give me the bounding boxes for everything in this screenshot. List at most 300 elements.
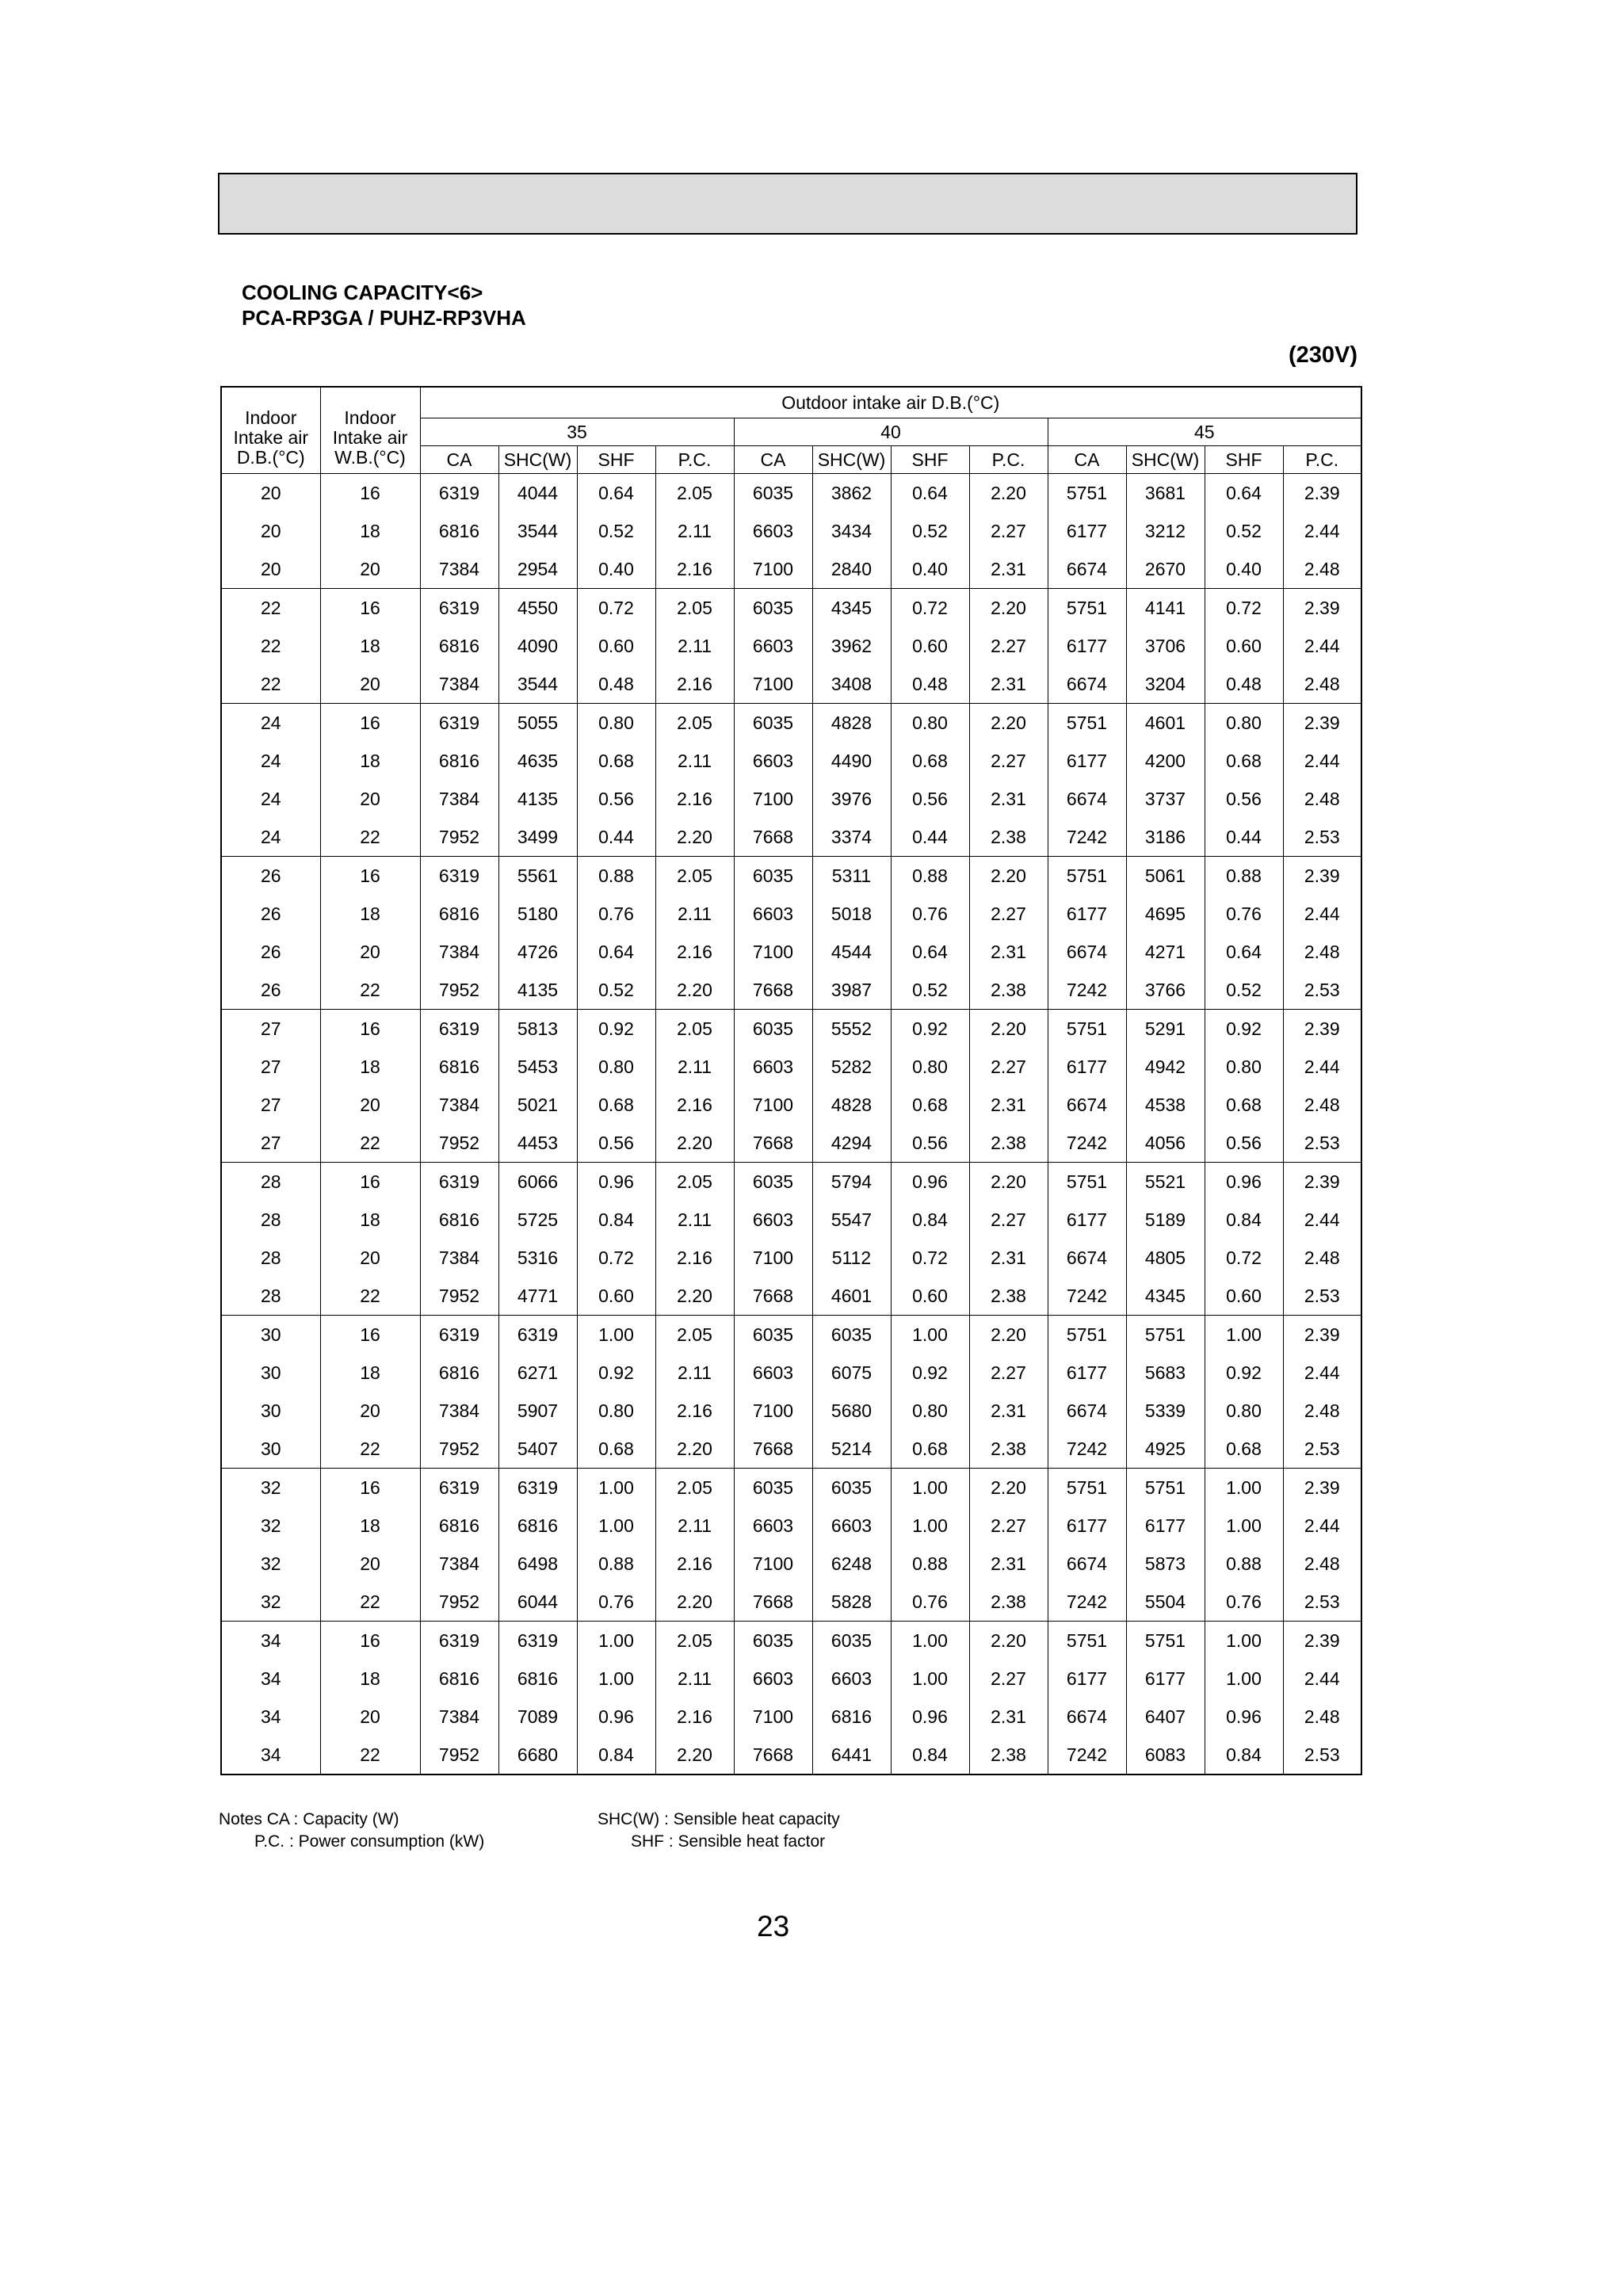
cell-indoor-db: 22 [221, 627, 320, 665]
cell-pc-40: 2.31 [969, 1086, 1048, 1124]
cell-pc-35: 2.16 [655, 1545, 734, 1583]
cell-pc-35: 2.05 [655, 1469, 734, 1507]
cell-shf-40: 0.52 [891, 971, 969, 1010]
cell-shf-45: 0.64 [1205, 474, 1283, 513]
cell-ca-40: 7100 [734, 1392, 812, 1430]
cell-pc-45: 2.44 [1283, 1660, 1361, 1698]
cell-indoor-wb: 22 [320, 818, 420, 857]
cell-pc-40: 2.38 [969, 1277, 1048, 1316]
cell-shf-35: 0.96 [577, 1698, 655, 1736]
cell-pc-35: 2.11 [655, 1354, 734, 1392]
cell-shc-40: 5828 [812, 1583, 891, 1622]
cell-shf-40: 0.92 [891, 1010, 969, 1049]
table-body [221, 474, 1361, 1775]
cell-pc-35: 2.11 [655, 742, 734, 780]
cell-ca-45: 6177 [1048, 1201, 1126, 1239]
cell-indoor-wb: 16 [320, 857, 420, 896]
cell-shf-35: 0.88 [577, 1545, 655, 1583]
cell-indoor-db: 24 [221, 818, 320, 857]
cell-pc-35: 2.05 [655, 474, 734, 513]
cell-shc-35: 6816 [498, 1507, 577, 1545]
cell-pc-40: 2.38 [969, 818, 1048, 857]
cell-pc-35: 2.05 [655, 1163, 734, 1201]
sub-header-pc: P.C. [655, 446, 734, 474]
cell-shf-35: 0.56 [577, 1124, 655, 1163]
cell-ca-45: 6177 [1048, 512, 1126, 550]
cell-ca-40: 7668 [734, 818, 812, 857]
cell-shc-40: 5311 [812, 857, 891, 896]
table-row [221, 1583, 1361, 1622]
table-row [221, 1545, 1361, 1583]
cell-shc-40: 4828 [812, 704, 891, 743]
table-row [221, 1698, 1361, 1736]
cell-indoor-wb: 18 [320, 512, 420, 550]
cell-pc-35: 2.11 [655, 1507, 734, 1545]
cell-shf-40: 1.00 [891, 1622, 969, 1660]
cell-ca-35: 6816 [420, 1354, 498, 1392]
cell-shc-40: 6035 [812, 1622, 891, 1660]
cell-pc-45: 2.44 [1283, 1507, 1361, 1545]
indoor-db-header: Indoor Intake air D.B.(°C) [221, 387, 320, 474]
cell-pc-40: 2.27 [969, 895, 1048, 933]
cell-indoor-db: 22 [221, 665, 320, 704]
table-header [221, 387, 1361, 474]
cell-shc-40: 5794 [812, 1163, 891, 1201]
cell-pc-40: 2.38 [969, 971, 1048, 1010]
cell-indoor-wb: 20 [320, 550, 420, 589]
cell-shf-35: 0.60 [577, 627, 655, 665]
cell-ca-45: 6177 [1048, 627, 1126, 665]
cell-pc-45: 2.44 [1283, 742, 1361, 780]
cell-shf-45: 0.48 [1205, 665, 1283, 704]
cell-shc-45: 3706 [1126, 627, 1205, 665]
cell-pc-45: 2.39 [1283, 1163, 1361, 1201]
cell-shc-40: 4294 [812, 1124, 891, 1163]
cell-pc-40: 2.20 [969, 857, 1048, 896]
cell-ca-45: 5751 [1048, 1622, 1126, 1660]
header-band [218, 173, 1357, 235]
cell-ca-35: 7952 [420, 1430, 498, 1469]
cell-shf-45: 0.52 [1205, 971, 1283, 1010]
cell-shc-45: 4942 [1126, 1048, 1205, 1086]
cell-shf-40: 0.96 [891, 1698, 969, 1736]
cell-pc-45: 2.53 [1283, 1277, 1361, 1316]
cell-shf-40: 0.80 [891, 1392, 969, 1430]
cell-pc-35: 2.05 [655, 1316, 734, 1354]
cell-indoor-db: 32 [221, 1469, 320, 1507]
table-row [221, 1163, 1361, 1201]
cell-shc-35: 4726 [498, 933, 577, 971]
sub-header-shc: SHC(W) [498, 446, 577, 474]
cell-ca-35: 7952 [420, 1583, 498, 1622]
cell-shf-45: 0.72 [1205, 589, 1283, 628]
cell-ca-45: 5751 [1048, 474, 1126, 513]
cell-shc-35: 6680 [498, 1736, 577, 1775]
cell-pc-35: 2.16 [655, 1239, 734, 1277]
table-row [221, 1124, 1361, 1163]
cell-indoor-wb: 20 [320, 1392, 420, 1430]
table-row [221, 971, 1361, 1010]
cell-ca-35: 6816 [420, 1660, 498, 1698]
cell-pc-40: 2.31 [969, 1239, 1048, 1277]
cell-pc-40: 2.31 [969, 550, 1048, 589]
cell-indoor-db: 32 [221, 1507, 320, 1545]
cell-shc-40: 4544 [812, 933, 891, 971]
cell-shc-35: 4135 [498, 971, 577, 1010]
cell-ca-45: 6177 [1048, 895, 1126, 933]
cell-indoor-db: 30 [221, 1392, 320, 1430]
cell-ca-45: 6177 [1048, 1354, 1126, 1392]
cell-shf-45: 1.00 [1205, 1622, 1283, 1660]
cell-shf-45: 0.92 [1205, 1010, 1283, 1049]
cell-pc-40: 2.38 [969, 1430, 1048, 1469]
cell-shf-35: 0.68 [577, 1430, 655, 1469]
cell-pc-35: 2.05 [655, 857, 734, 896]
cell-ca-40: 7100 [734, 1698, 812, 1736]
cell-indoor-db: 27 [221, 1010, 320, 1049]
cell-ca-35: 6319 [420, 589, 498, 628]
cell-shc-35: 4135 [498, 780, 577, 818]
cell-shc-35: 6816 [498, 1660, 577, 1698]
cell-indoor-wb: 16 [320, 1469, 420, 1507]
cell-shf-40: 0.44 [891, 818, 969, 857]
cell-pc-35: 2.16 [655, 1086, 734, 1124]
cell-shf-45: 0.84 [1205, 1201, 1283, 1239]
cell-shf-35: 0.76 [577, 895, 655, 933]
cell-ca-35: 6319 [420, 1010, 498, 1049]
cell-ca-45: 5751 [1048, 1010, 1126, 1049]
cell-shc-45: 6083 [1126, 1736, 1205, 1775]
cell-shf-45: 1.00 [1205, 1316, 1283, 1354]
cell-pc-40: 2.31 [969, 665, 1048, 704]
cell-shc-45: 4538 [1126, 1086, 1205, 1124]
table-row [221, 474, 1361, 513]
cell-shc-45: 3212 [1126, 512, 1205, 550]
cell-ca-40: 6603 [734, 1354, 812, 1392]
cell-pc-40: 2.20 [969, 1316, 1048, 1354]
cell-pc-40: 2.20 [969, 1622, 1048, 1660]
cell-pc-40: 2.27 [969, 627, 1048, 665]
cell-ca-35: 7952 [420, 1124, 498, 1163]
cell-shf-35: 1.00 [577, 1622, 655, 1660]
cell-shf-45: 0.68 [1205, 1086, 1283, 1124]
cell-shc-40: 5680 [812, 1392, 891, 1430]
cell-ca-45: 6177 [1048, 742, 1126, 780]
cell-pc-45: 2.44 [1283, 1048, 1361, 1086]
cell-shf-40: 0.64 [891, 933, 969, 971]
cell-shc-45: 5189 [1126, 1201, 1205, 1239]
cell-shc-45: 3204 [1126, 665, 1205, 704]
cell-indoor-wb: 20 [320, 933, 420, 971]
cell-pc-45: 2.48 [1283, 550, 1361, 589]
cell-indoor-db: 34 [221, 1698, 320, 1736]
cell-pc-35: 2.11 [655, 512, 734, 550]
cell-shc-45: 4345 [1126, 1277, 1205, 1316]
cell-ca-40: 6603 [734, 1201, 812, 1239]
cell-ca-45: 5751 [1048, 1316, 1126, 1354]
cell-pc-45: 2.39 [1283, 704, 1361, 743]
cell-pc-40: 2.27 [969, 1660, 1048, 1698]
table-row [221, 1392, 1361, 1430]
cell-shc-35: 5407 [498, 1430, 577, 1469]
cell-ca-45: 5751 [1048, 1469, 1126, 1507]
cell-shf-45: 0.80 [1205, 1048, 1283, 1086]
cell-pc-45: 2.48 [1283, 1086, 1361, 1124]
cell-shc-40: 6248 [812, 1545, 891, 1583]
cell-shf-45: 0.76 [1205, 1583, 1283, 1622]
cell-shc-40: 6441 [812, 1736, 891, 1775]
cell-ca-40: 6035 [734, 1316, 812, 1354]
cell-ca-40: 6603 [734, 895, 812, 933]
cell-pc-40: 2.27 [969, 742, 1048, 780]
cell-shc-45: 5521 [1126, 1163, 1205, 1201]
cell-pc-45: 2.39 [1283, 857, 1361, 896]
cell-ca-35: 6319 [420, 1316, 498, 1354]
cell-indoor-db: 32 [221, 1545, 320, 1583]
cell-shc-40: 6035 [812, 1469, 891, 1507]
cell-ca-40: 6603 [734, 1660, 812, 1698]
cell-ca-35: 6319 [420, 1622, 498, 1660]
table-row [221, 1201, 1361, 1239]
sub-header-shc: SHC(W) [1126, 446, 1205, 474]
cell-shf-40: 0.56 [891, 1124, 969, 1163]
cell-ca-45: 6674 [1048, 780, 1126, 818]
cell-shc-40: 3976 [812, 780, 891, 818]
cell-shc-35: 3544 [498, 512, 577, 550]
cell-ca-40: 6035 [734, 474, 812, 513]
cell-ca-40: 7100 [734, 1239, 812, 1277]
title-model: PCA-RP3GA / PUHZ-RP3VHA [242, 306, 526, 330]
cell-shc-45: 3681 [1126, 474, 1205, 513]
cell-ca-45: 6674 [1048, 1545, 1126, 1583]
cell-shc-45: 5339 [1126, 1392, 1205, 1430]
table-row [221, 933, 1361, 971]
cell-pc-35: 2.16 [655, 665, 734, 704]
cell-shc-45: 4805 [1126, 1239, 1205, 1277]
cell-indoor-db: 32 [221, 1583, 320, 1622]
cell-shf-35: 0.96 [577, 1163, 655, 1201]
cell-shf-40: 0.88 [891, 857, 969, 896]
cell-shc-35: 3544 [498, 665, 577, 704]
cell-indoor-db: 28 [221, 1201, 320, 1239]
notes [219, 1809, 1011, 1853]
cell-shf-40: 0.84 [891, 1736, 969, 1775]
cell-shf-45: 0.44 [1205, 818, 1283, 857]
cell-shf-45: 0.76 [1205, 895, 1283, 933]
cell-shf-45: 0.56 [1205, 1124, 1283, 1163]
cell-shf-35: 0.64 [577, 474, 655, 513]
sub-header-shf: SHF [577, 446, 655, 474]
cell-shc-35: 4044 [498, 474, 577, 513]
cell-ca-35: 7384 [420, 665, 498, 704]
cell-pc-40: 2.38 [969, 1124, 1048, 1163]
cell-shc-40: 3374 [812, 818, 891, 857]
cell-indoor-db: 34 [221, 1622, 320, 1660]
cell-indoor-wb: 16 [320, 1163, 420, 1201]
cell-shc-40: 3962 [812, 627, 891, 665]
table-row [221, 1048, 1361, 1086]
cell-pc-40: 2.20 [969, 589, 1048, 628]
cell-shc-45: 6407 [1126, 1698, 1205, 1736]
cell-ca-35: 6319 [420, 704, 498, 743]
cell-shc-45: 3766 [1126, 971, 1205, 1010]
cell-shf-40: 0.80 [891, 704, 969, 743]
cell-indoor-db: 27 [221, 1086, 320, 1124]
cell-ca-40: 7100 [734, 550, 812, 589]
cell-shc-40: 5214 [812, 1430, 891, 1469]
table-row [221, 1622, 1361, 1660]
cell-pc-40: 2.27 [969, 1507, 1048, 1545]
cell-shf-35: 0.72 [577, 1239, 655, 1277]
cell-shf-40: 0.76 [891, 895, 969, 933]
page-number: 23 [757, 1910, 790, 1943]
cell-indoor-wb: 20 [320, 1239, 420, 1277]
cooling-capacity-table [220, 386, 1362, 1775]
cell-indoor-wb: 16 [320, 1316, 420, 1354]
cell-shf-40: 0.76 [891, 1583, 969, 1622]
cell-ca-35: 6816 [420, 895, 498, 933]
note-pc: P.C. : Power consumption (kW) [254, 1832, 485, 1851]
cell-shc-40: 3862 [812, 474, 891, 513]
cell-pc-45: 2.48 [1283, 1392, 1361, 1430]
cell-shf-40: 0.68 [891, 1086, 969, 1124]
cell-shf-40: 0.68 [891, 742, 969, 780]
cell-pc-35: 2.20 [655, 1430, 734, 1469]
cell-pc-45: 2.48 [1283, 1698, 1361, 1736]
cell-indoor-db: 24 [221, 780, 320, 818]
cell-shf-35: 0.68 [577, 1086, 655, 1124]
cell-indoor-db: 30 [221, 1316, 320, 1354]
cell-shf-40: 1.00 [891, 1507, 969, 1545]
table-row [221, 1086, 1361, 1124]
cell-ca-40: 6603 [734, 1507, 812, 1545]
cell-indoor-wb: 22 [320, 1124, 420, 1163]
note-shc: SHC(W) : Sensible heat capacity [598, 1810, 840, 1828]
cell-shc-40: 5552 [812, 1010, 891, 1049]
cell-pc-35: 2.05 [655, 1622, 734, 1660]
cell-shf-45: 0.56 [1205, 780, 1283, 818]
cell-ca-35: 7384 [420, 1545, 498, 1583]
cell-shc-45: 6177 [1126, 1660, 1205, 1698]
cell-ca-45: 6177 [1048, 1660, 1126, 1698]
cell-shf-35: 0.52 [577, 971, 655, 1010]
cell-pc-35: 2.11 [655, 1201, 734, 1239]
cell-shc-35: 3499 [498, 818, 577, 857]
cell-ca-40: 7668 [734, 971, 812, 1010]
cell-pc-40: 2.31 [969, 1545, 1048, 1583]
cell-shc-45: 4601 [1126, 704, 1205, 743]
cell-shf-40: 1.00 [891, 1316, 969, 1354]
table-row [221, 1354, 1361, 1392]
cell-ca-35: 7384 [420, 1698, 498, 1736]
cell-shc-35: 2954 [498, 550, 577, 589]
cell-shc-45: 5504 [1126, 1583, 1205, 1622]
sub-header-ca: CA [734, 446, 812, 474]
cell-pc-35: 2.20 [655, 1124, 734, 1163]
cell-ca-40: 6035 [734, 1163, 812, 1201]
cell-indoor-wb: 18 [320, 1660, 420, 1698]
cell-ca-45: 6674 [1048, 1086, 1126, 1124]
cell-pc-45: 2.53 [1283, 1736, 1361, 1775]
cell-shf-45: 0.68 [1205, 742, 1283, 780]
cell-shc-40: 4601 [812, 1277, 891, 1316]
cell-shf-40: 0.80 [891, 1048, 969, 1086]
cell-shf-40: 0.88 [891, 1545, 969, 1583]
voltage-label: (230V) [1288, 342, 1357, 368]
cell-pc-35: 2.20 [655, 1277, 734, 1316]
cell-ca-45: 7242 [1048, 1124, 1126, 1163]
cell-ca-40: 7668 [734, 1736, 812, 1775]
cell-indoor-db: 24 [221, 704, 320, 743]
cell-indoor-wb: 16 [320, 704, 420, 743]
table-row [221, 550, 1361, 589]
cell-ca-35: 6816 [420, 742, 498, 780]
cell-ca-40: 7668 [734, 1583, 812, 1622]
cell-shf-35: 0.80 [577, 1048, 655, 1086]
cell-shc-45: 5873 [1126, 1545, 1205, 1583]
cell-ca-35: 6816 [420, 1048, 498, 1086]
cell-shc-40: 5282 [812, 1048, 891, 1086]
cell-shc-35: 5180 [498, 895, 577, 933]
cell-ca-35: 7952 [420, 818, 498, 857]
cell-shf-45: 0.88 [1205, 1545, 1283, 1583]
cell-ca-45: 6674 [1048, 550, 1126, 589]
cell-shc-35: 5316 [498, 1239, 577, 1277]
cell-shc-40: 6035 [812, 1316, 891, 1354]
cell-pc-45: 2.48 [1283, 933, 1361, 971]
cell-pc-35: 2.05 [655, 589, 734, 628]
table-row [221, 704, 1361, 743]
cell-shf-35: 0.84 [577, 1201, 655, 1239]
cell-shf-35: 0.64 [577, 933, 655, 971]
cell-shc-40: 4828 [812, 1086, 891, 1124]
cell-indoor-db: 30 [221, 1354, 320, 1392]
cell-pc-45: 2.39 [1283, 1316, 1361, 1354]
cell-pc-45: 2.44 [1283, 895, 1361, 933]
cell-ca-35: 7952 [420, 971, 498, 1010]
cell-indoor-db: 24 [221, 742, 320, 780]
cell-pc-40: 2.38 [969, 1736, 1048, 1775]
cell-ca-45: 6177 [1048, 1507, 1126, 1545]
cell-pc-40: 2.20 [969, 704, 1048, 743]
cell-shf-45: 0.40 [1205, 550, 1283, 589]
cell-indoor-db: 30 [221, 1430, 320, 1469]
cell-pc-35: 2.16 [655, 933, 734, 971]
cell-shc-35: 5453 [498, 1048, 577, 1086]
cell-shc-35: 6319 [498, 1469, 577, 1507]
cell-ca-35: 7384 [420, 1086, 498, 1124]
outdoor-temp-45: 45 [1048, 418, 1361, 446]
cell-indoor-db: 26 [221, 933, 320, 971]
cell-ca-40: 7100 [734, 665, 812, 704]
cell-ca-40: 7668 [734, 1277, 812, 1316]
cell-pc-40: 2.31 [969, 933, 1048, 971]
note-shf: SHF : Sensible heat factor [631, 1832, 826, 1851]
cell-shf-45: 0.52 [1205, 512, 1283, 550]
cell-shf-40: 0.68 [891, 1430, 969, 1469]
cell-pc-45: 2.53 [1283, 971, 1361, 1010]
cell-shc-45: 2670 [1126, 550, 1205, 589]
cell-pc-40: 2.38 [969, 1583, 1048, 1622]
cell-ca-35: 7384 [420, 933, 498, 971]
sub-header-ca: CA [420, 446, 498, 474]
table-row [221, 1736, 1361, 1775]
cell-shc-40: 4490 [812, 742, 891, 780]
cell-ca-40: 6603 [734, 1048, 812, 1086]
cell-pc-45: 2.39 [1283, 1010, 1361, 1049]
cell-shc-40: 3408 [812, 665, 891, 704]
cell-shc-40: 5112 [812, 1239, 891, 1277]
